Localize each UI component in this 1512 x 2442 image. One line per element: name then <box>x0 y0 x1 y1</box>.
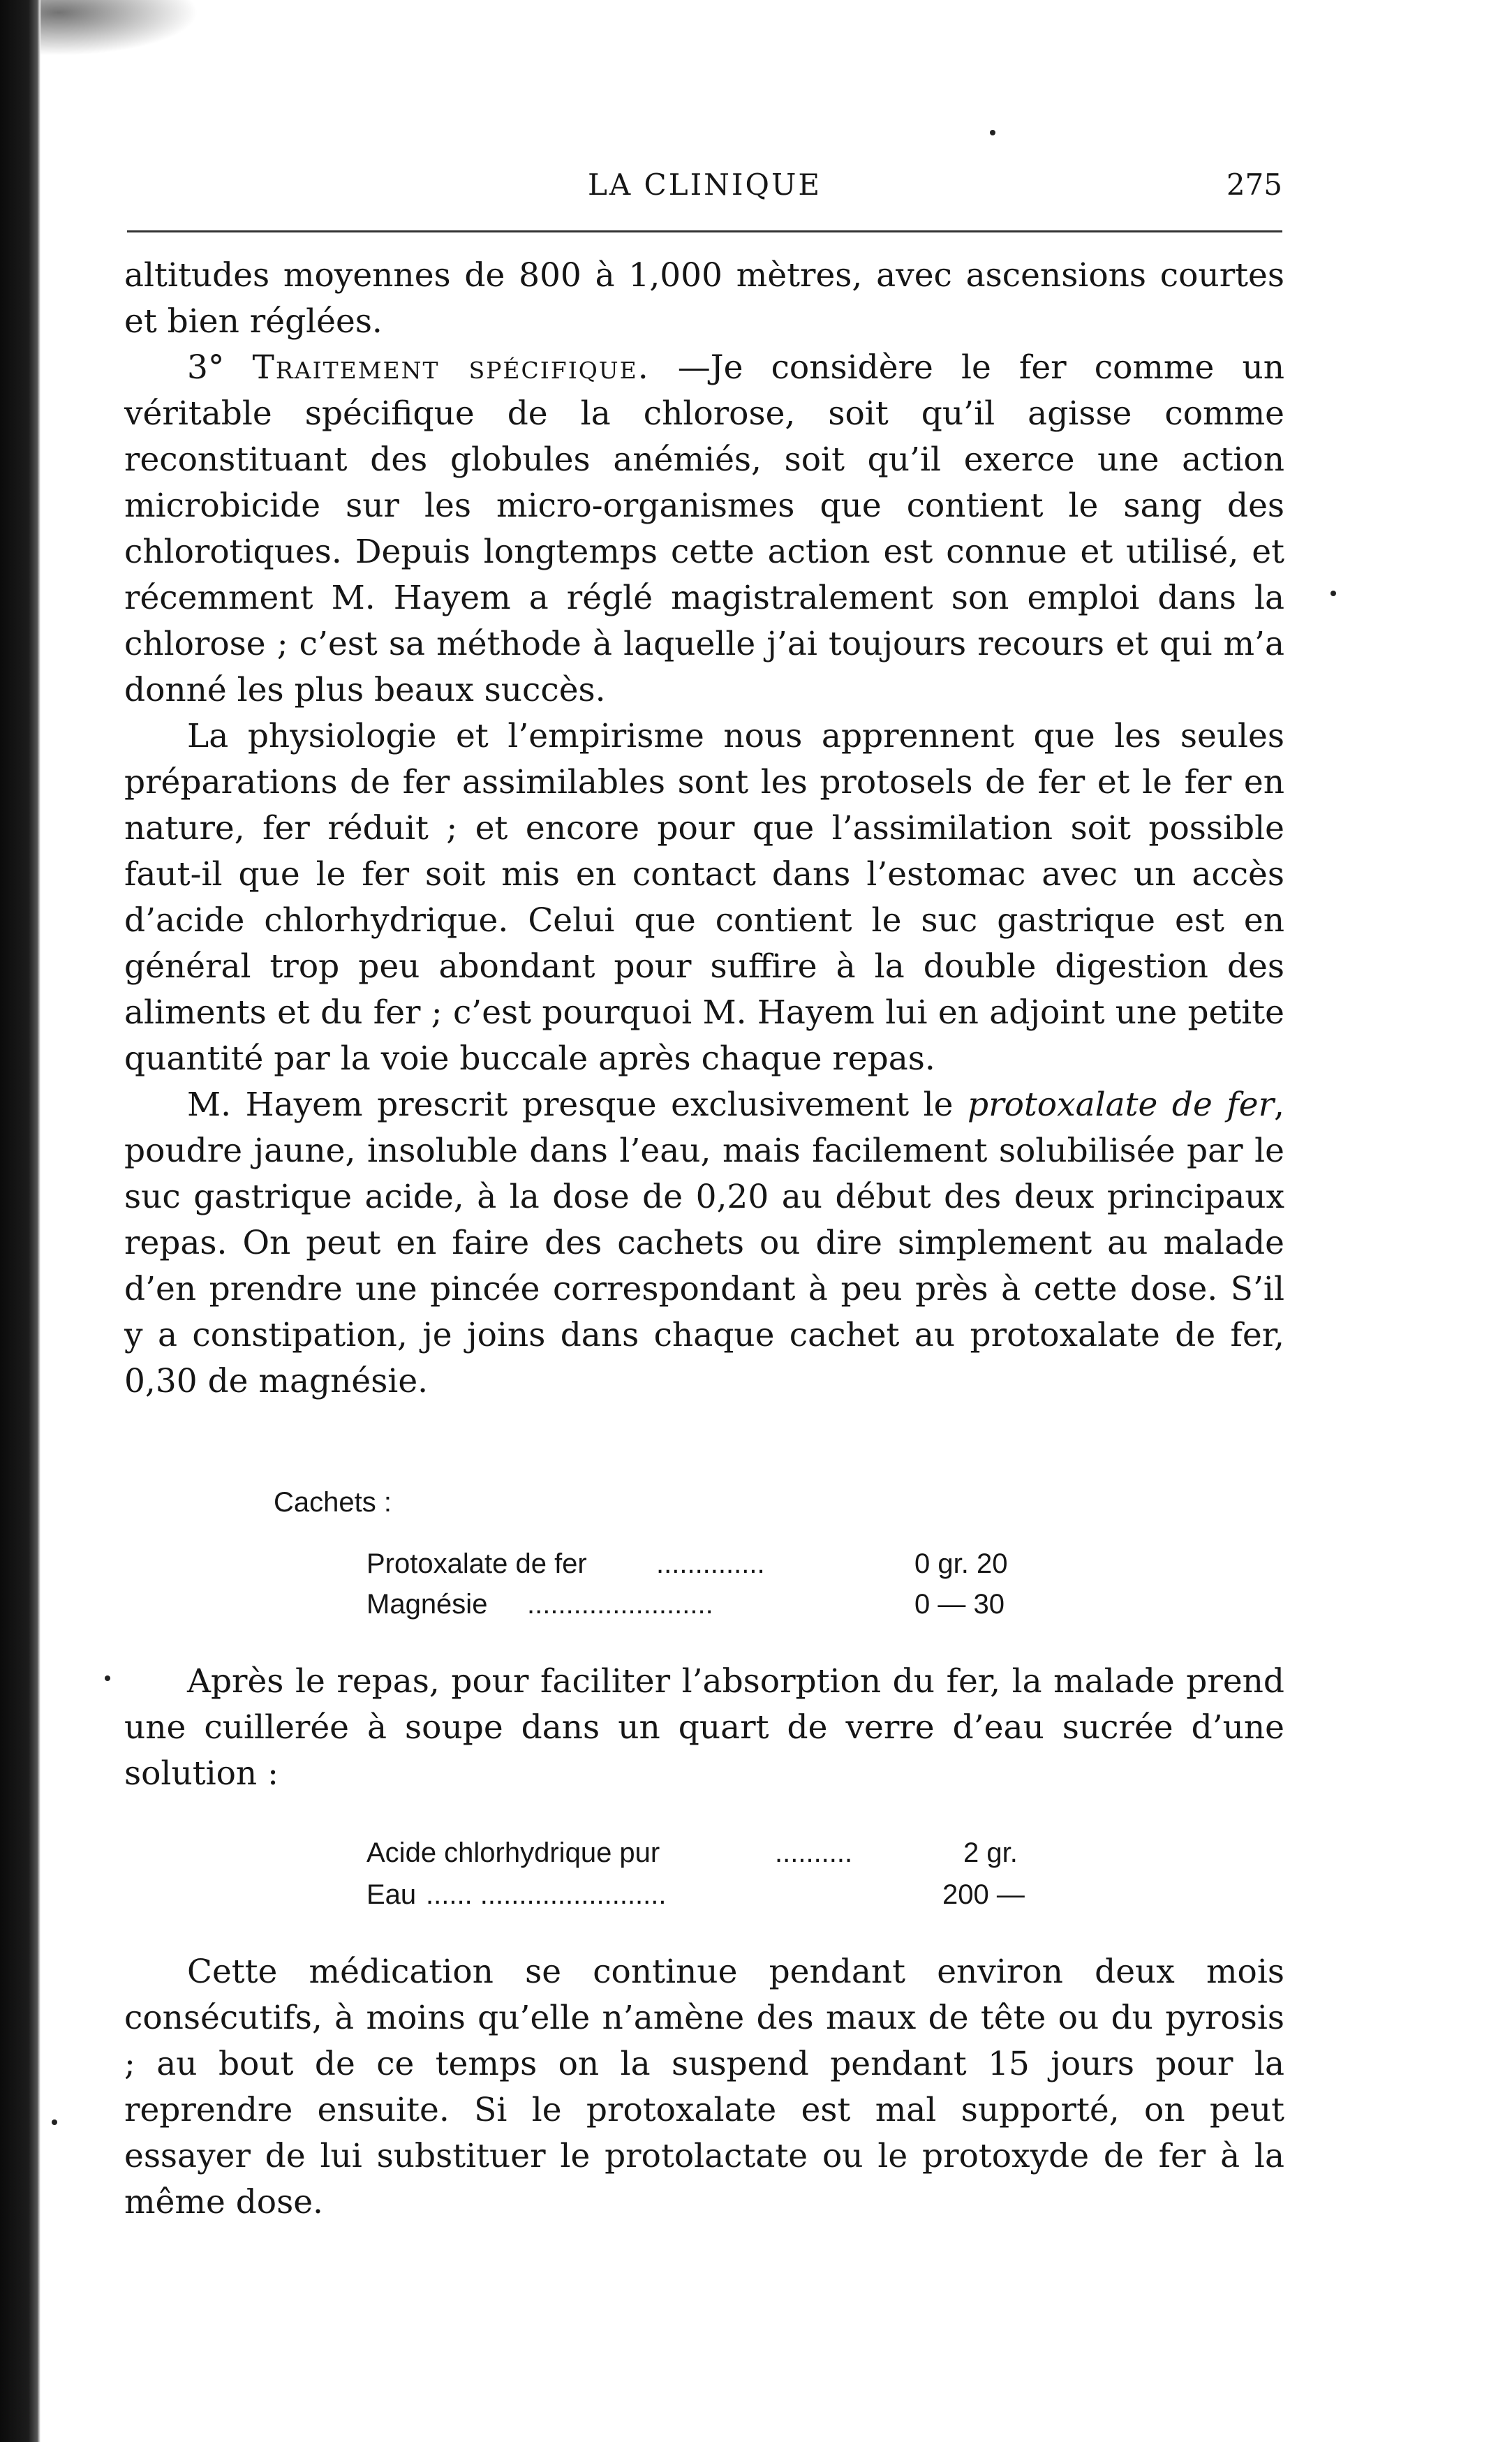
scan-speck <box>1331 591 1336 596</box>
paragraph-apres-repas: Après le repas, pour faciliter l’absorption du fer, la malade prend une cuillerée à soupe dans un quart de verre d’eau sucrée d’une solution : <box>124 1662 1284 1793</box>
section-text: —Je considère le fer comme un véritable spécifique de la chlorose, soit qu’il agisse comme reconstituant des globules anémiés, soit qu’il exerce une action microbicide sur les micro-organismes que contient le sang des chlorotiques. Depuis longtemps cette action est connue et utilisé, et récemment M. Hayem a réglé magistralement son emploi dans la chlorose ; c’est sa méthode à laquelle j’ai toujours recours et qui m’a donné les plus beaux succès. <box>124 348 1284 709</box>
drug-name-italic: protoxalate de fer <box>968 1086 1275 1124</box>
ingredient-label: Magnésie <box>366 1589 488 1620</box>
text-block-medication <box>124 1949 1284 2226</box>
leader-dots: .............. <box>656 1548 765 1579</box>
leader-dots: .......... <box>775 1837 853 1868</box>
scan-smudge <box>40 0 222 63</box>
text-block-absorption <box>124 1659 1284 1797</box>
paragraph-hayem-start: M. Hayem prescrit presque exclusivement le <box>187 1086 968 1124</box>
prescription-row <box>366 1548 1026 1583</box>
paragraph-physiologie: La physiologie et l’empirisme nous apprennent que les seules préparations de fer assimilables sont les protosels de fer et le fer en nature, fer réduit ; et encore pour que l’assimilation soit possible faut-il que le fer soit mis en contact dans l’estomac avec un accès d’acide chlorhydrique. Celui que contient le suc gastrique est en général trop peu abondant pour suffire à la double digestion des aliments et du fer ; c’est pourquoi M. Hayem lui en adjoint une petite quantité par la voie buccale après chaque repas. <box>124 717 1284 1078</box>
paragraph-traitement <box>124 345 1284 713</box>
paragraph-altitudes: altitudes moyennes de 800 à 1,000 mètres, avec ascensions courtes et bien réglées. <box>124 256 1284 341</box>
paragraph-hayem-end: , poudre jaune, insoluble dans l’eau, mais facilement solubilisée par le suc gastrique acide, à la dose de 0,20 au début des deux principaux repas. On peut en faire des cachets ou dire simplement au malade d’en prendre une pincée correspondant à peu près à cette dose. S’il y a constipation, je joins dans chaque cachet au protoxalate de fer, 0,30 de magnésie. <box>124 1086 1284 1400</box>
running-title: LA CLINIQUE <box>587 168 822 202</box>
page-number: 275 <box>1226 168 1282 202</box>
ingredient-dose: 0 gr. 20 <box>914 1548 1008 1579</box>
prescription-solution <box>366 1837 1065 1928</box>
section-number: 3° <box>187 348 253 387</box>
leader-dots: ...... ........................ <box>426 1879 667 1910</box>
scan-speck <box>990 130 995 135</box>
leader-dots: ........................ <box>527 1589 713 1620</box>
paragraph-medication: Cette médication se continue pendant environ deux mois consécutifs, à moins qu’elle n’amène des maux de tête ou du pyrosis ; au bout de ce temps on la suspend pendant 15 jours pour la reprendre ensuite. Si le protoxalate est mal supporté, on peut essayer de lui substituer le protolactate ou le protoxyde de fer à la même dose. <box>124 1953 1284 2221</box>
header-rule <box>127 230 1282 232</box>
prescription-cachets <box>274 1487 1042 1641</box>
prescription-row <box>366 1589 1026 1624</box>
ingredient-label: Protoxalate de fer <box>366 1548 587 1579</box>
ingredient-dose: 2 gr. <box>963 1837 1018 1868</box>
prescription-row <box>366 1879 1065 1914</box>
running-head <box>127 162 1282 211</box>
scan-speck <box>105 1675 110 1681</box>
ingredient-label: Acide chlorhydrique pur <box>366 1837 660 1868</box>
section-heading: Traitement spécifique. <box>252 348 650 387</box>
text-block-main <box>124 253 1284 1405</box>
ingredient-dose: 0 — 30 <box>914 1589 1005 1620</box>
book-binding-edge <box>0 0 40 2442</box>
ingredient-label: Eau <box>366 1879 417 1910</box>
paragraph-hayem <box>124 1082 1284 1405</box>
scan-speck <box>52 2119 57 2125</box>
prescription-row <box>366 1837 1065 1872</box>
prescription-heading: Cachets : <box>274 1487 392 1518</box>
ingredient-dose: 200 — <box>942 1879 1025 1910</box>
